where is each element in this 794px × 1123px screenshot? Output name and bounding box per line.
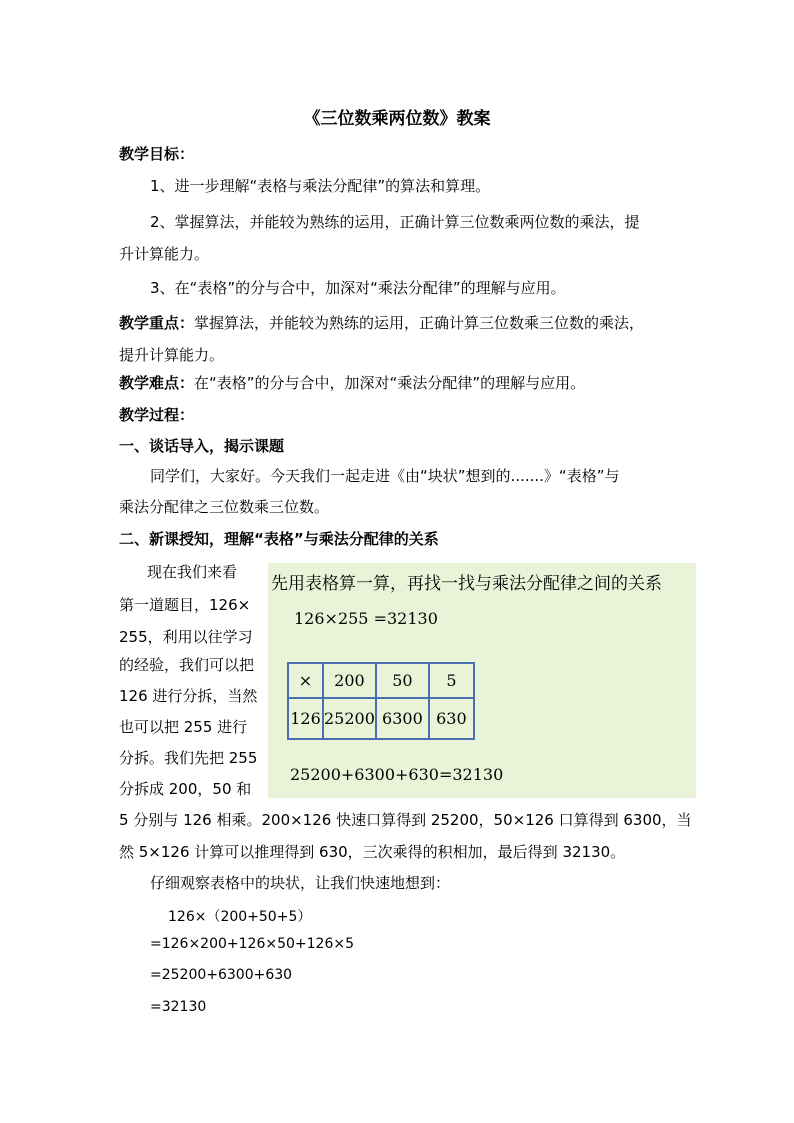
table-cell: 126: [288, 698, 323, 739]
key-point-line-1: [119, 313, 644, 333]
page-title: 《三位数乘两位数》教案: [303, 109, 491, 129]
table-cell: ×: [288, 663, 323, 698]
goals-heading: 教学目标：: [119, 145, 195, 163]
table-row: [288, 663, 474, 698]
side-line-1: 现在我们来看: [147, 563, 238, 581]
table-row: [288, 698, 474, 739]
process-heading: 教学过程：: [119, 406, 195, 424]
calc-line-2: =126×200+126×50+126×5: [150, 936, 354, 952]
section-1-line-2: 乘法分配律之三位数乘三位数。: [119, 498, 330, 516]
side-line-3: 255，利用以往学习: [119, 628, 253, 646]
section-1-line-1: 同学们，大家好。今天我们一起走进《由“块状”想到的.......》“表格”与: [150, 467, 620, 485]
goal-2-line-1: 2、掌握算法，并能较为熟练的运用，正确计算三位数乘两位数的乘法，提: [150, 213, 640, 231]
key-point-text: 掌握算法，并能较为熟练的运用，正确计算三位数乘三位数的乘法，: [194, 314, 645, 332]
paragraph-line-2: 然 5×126 计算可以推理得到 630，三次乘得的积相加，最后得到 32130。: [119, 843, 626, 861]
side-line-5: 126 进行分拆，当然: [119, 687, 258, 705]
side-line-7: 分拆。我们先把 255: [119, 749, 258, 767]
difficulty-line: [119, 373, 585, 393]
table-cell: 6300: [376, 698, 429, 739]
key-point-label: 教学重点：: [119, 314, 195, 332]
section-2-heading: 二、新课授知，理解“表格”与乘法分配律的关系: [119, 530, 439, 548]
side-line-8: 分拆成 200，50 和: [119, 780, 252, 798]
table-cell: 25200: [323, 698, 376, 739]
table-cell: 50: [376, 663, 429, 698]
multiplication-table: [287, 662, 475, 740]
observe-line: 仔细观察表格中的块状，让我们快速地想到：: [150, 874, 451, 892]
section-1-heading: 一、谈话导入，揭示课题: [119, 437, 285, 455]
table-cell: 5: [429, 663, 474, 698]
goal-2-line-2: 升计算能力。: [119, 245, 210, 263]
side-line-2: 第一道题目，126×: [119, 596, 251, 614]
calc-line-3: =25200+6300+630: [150, 967, 293, 983]
calc-line-1: 126×（200+50+5）: [168, 909, 312, 925]
panel-sum: 25200+6300+630=32130: [290, 765, 504, 784]
difficulty-text: 在“表格”的分与合中，加深对“乘法分配律”的理解与应用。: [194, 374, 586, 392]
goal-3: 3、在“表格”的分与合中，加深对“乘法分配律”的理解与应用。: [150, 279, 566, 297]
panel-equation: 126×255 =32130: [294, 609, 438, 628]
side-line-6: 也可以把 255 进行: [119, 718, 248, 736]
panel-title: 先用表格算一算，再找一找与乘法分配律之间的关系: [271, 574, 662, 594]
difficulty-label: 教学难点：: [119, 374, 195, 392]
goal-1: 1、进一步理解“表格与乘法分配律”的算法和算理。: [150, 177, 491, 195]
side-line-4: 的经验，我们可以把: [119, 656, 255, 674]
paragraph-line-1: 5 分别与 126 相乘。200×126 快速口算得到 25200，50×126 口算得到 6300，当: [119, 811, 692, 829]
table-cell: 630: [429, 698, 474, 739]
key-point-line-2: 提升计算能力。: [119, 346, 225, 364]
calc-line-4: =32130: [150, 999, 207, 1015]
example-panel: [268, 563, 696, 798]
table-cell: 200: [323, 663, 376, 698]
